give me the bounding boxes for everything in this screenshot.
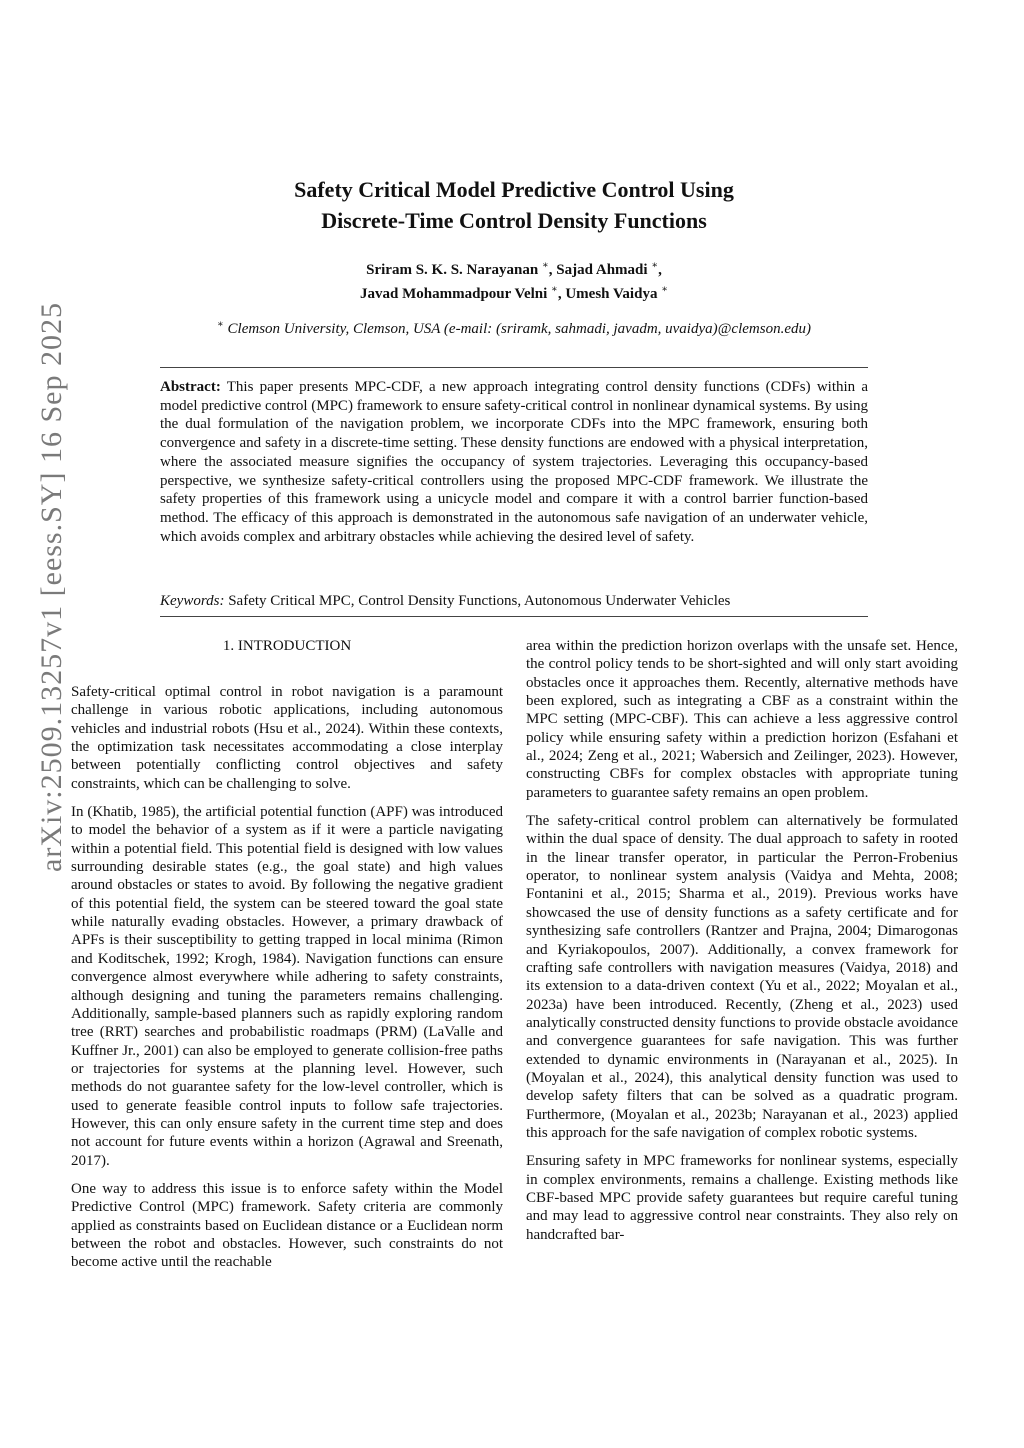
- right-column: [526, 637, 958, 1254]
- author-list: [160, 256, 868, 304]
- paragraph: Ensuring safety in MPC frameworks for nonlinear systems, especially in complex environments, remains a challenge. Existing methods like CBF-based MPC provide safety guarantees but require careful tuning and may lead to aggressive control near constraints. They also rely on handcrafted bar-: [526, 1153, 958, 1243]
- affiliation-mark: ∗: [217, 319, 224, 330]
- left-column: [71, 637, 503, 1282]
- keywords: [160, 592, 868, 611]
- paragraph: In (Khatib, 1985), the artificial potential function (APF) was introduced to model the behavior of a system as if it were a particle navigating within a potential field. This potential field is designed with low values surrounding desirable states (e.g., the goal state) and high values around obstacles or states to avoid. By following the negative gradient of this potential field, the system can be steered toward the goal state while naturally evading obstacles. However, a primary drawback of APFs is their susceptibility to getting trapped in local minima (Rimon and Koditschek, 1992; Krogh, 1984). Navigation functions can ensure convergence almost everywhere while adhering to safety constraints, although designing and tuning the parameters remains challenging. Additionally, sample-based planners such as rapidly exploring random tree (RRT) searches and probabilistic roadmaps (PRM) (LaValle and Kuffner Jr., 2001) can also be employed to generate collision-free paths or trajectories for systems at the planning level. However, such methods do not guarantee safety for the low-level controller, which is used to generate feasible control inputs to follow safe trajectories. However, this can only ensure safety in the current time step and does not account for future events within a horizon (Agrawal and Sreenath, 2017).: [71, 804, 503, 1169]
- section-heading: 1. INTRODUCTION: [222, 638, 352, 654]
- author-name: Umesh Vaidya: [565, 286, 658, 302]
- author-name: Sriram S. K. S. Narayanan: [366, 262, 539, 278]
- abstract-text: This paper presents MPC-CDF, a new approach integrating control density functions (CDFs) within a model predictive control (MPC) framework to ensure safety-critical control in nonlinear dynamical systems. By using the dual formulation of the navigation problem, we incorporate CDFs into the MPC framework, ensuring both convergence and safety in a discrete-time setting. These density functions are endowed with a physical interpretation, where the associated measure signifies the occupancy of system trajectories. Leveraging this occupancy-based perspective, we synthesize safety-critical controllers using the proposed MPC-CDF framework. We illustrate the safety properties of this framework using a unicycle model and compare it with a control barrier function-based method. The efficacy of this approach is demonstrated in the autonomous safe navigation of an underwater vehicle, which avoids complex and arbitrary obstacles while achieving the desired level of safety.: [160, 379, 868, 545]
- keywords-label: Keywords:: [160, 593, 225, 609]
- abstract-label: Abstract:: [160, 379, 221, 395]
- title-line-1: Safety Critical Model Predictive Control Using: [294, 177, 734, 202]
- arxiv-identifier: arXiv:2509.13257v1 [eess.SY] 16 Sep 2025: [35, 302, 68, 872]
- affiliation-mark: ∗: [541, 260, 549, 271]
- title-line-2: Discrete-Time Control Density Functions: [321, 208, 707, 233]
- affiliation: [160, 315, 868, 339]
- author-line-2: Javad Mohammadpour Velni ∗, Umesh Vaidya ∗: [360, 284, 668, 302]
- author-name: Sajad Ahmadi: [556, 262, 648, 278]
- paragraph: area within the prediction horizon overlaps with the unsafe set. Hence, the control policy tends to be short-sighted and will only start avoiding obstacles once it approaches them. Recently, alternative methods have been explored, such as integrating a CBF as a constraint within the MPC setting (MPC-CBF). This can achieve a less aggressive control policy while ensuring safety within a prediction horizon (Esfahani et al., 2024; Zeng et al., 2021; Wabersich and Zeilinger, 2023). However, constructing CBFs for complex obstacles with appropriate tuning parameters to guarantee safety remains an open problem.: [526, 638, 958, 801]
- abstract: [160, 378, 868, 546]
- affiliation-mark: ∗: [661, 284, 668, 295]
- keywords-text: Safety Critical MPC, Control Density Functions, Autonomous Underwater Vehicles: [228, 593, 731, 609]
- author-line-1: Sriram S. K. S. Narayanan ∗, Sajad Ahmadi ∗,: [366, 260, 662, 278]
- paper-title: [160, 174, 868, 236]
- paragraph: The safety-critical control problem can alternatively be formulated within the dual space of density. The dual approach to safety in rooted in the linear transfer operator, in particular the Perron-Frobenius operator, to nonlinear system analysis (Vaidya and Mehta, 2008; Fontanini et al., 2015; Sharma et al., 2019). Previous works have showcased the use of density functions as a safety certificate and for synthesizing safe controllers (Rantzer and Prajna, 2004; Dimarogonas and Kyriakopoulos, 2007). Additionally, a convex framework for crafting safe controllers with navigation measures (Vaidya, 2018) and its extension to a data-driven context (Yu et al., 2022; Moyalan et al., 2023a) have been introduced. Recently, (Zheng et al., 2023) used analytically constructed density functions to provide obstacle avoidance and convergence guarantees for safe navigation. This was further extended to dynamic environments in (Narayanan et al., 2025). In (Moyalan et al., 2024), this analytical density function was used to develop safety filters that can be solved as a quadratic program. Furthermore, (Moyalan et al., 2023b; Narayanan et al., 2023) applied this approach for the safe navigation of complex robotic systems.: [526, 813, 958, 1141]
- author-name: Javad Mohammadpour Velni: [360, 286, 548, 302]
- bottom-rule: [160, 616, 868, 617]
- affiliation-text: Clemson University, Clemson, USA (e-mail: (sriramk, sahmadi, javadm, uvaidya)@clemson.edu): [227, 321, 811, 337]
- affiliation-mark: ∗: [651, 260, 659, 271]
- paragraph: Safety-critical optimal control in robot navigation is a paramount challenge in various robotic applications, including autonomous vehicles and industrial robots (Hsu et al., 2024). Within these contexts, the optimization task necessitates accommodating a close interplay between potentially conflicting control objectives and safety constraints, which can be challenging to solve.: [71, 684, 503, 792]
- affiliation-mark: ∗: [551, 284, 558, 295]
- top-rule: [160, 367, 868, 368]
- paragraph: One way to address this issue is to enforce safety within the Model Predictive Control (MPC) framework. Safety criteria are commonly applied as constraints based on Euclidean distance or a Euclidean norm between the robot and obstacles. However, such constraints do not become active until the reachable: [71, 1180, 503, 1271]
